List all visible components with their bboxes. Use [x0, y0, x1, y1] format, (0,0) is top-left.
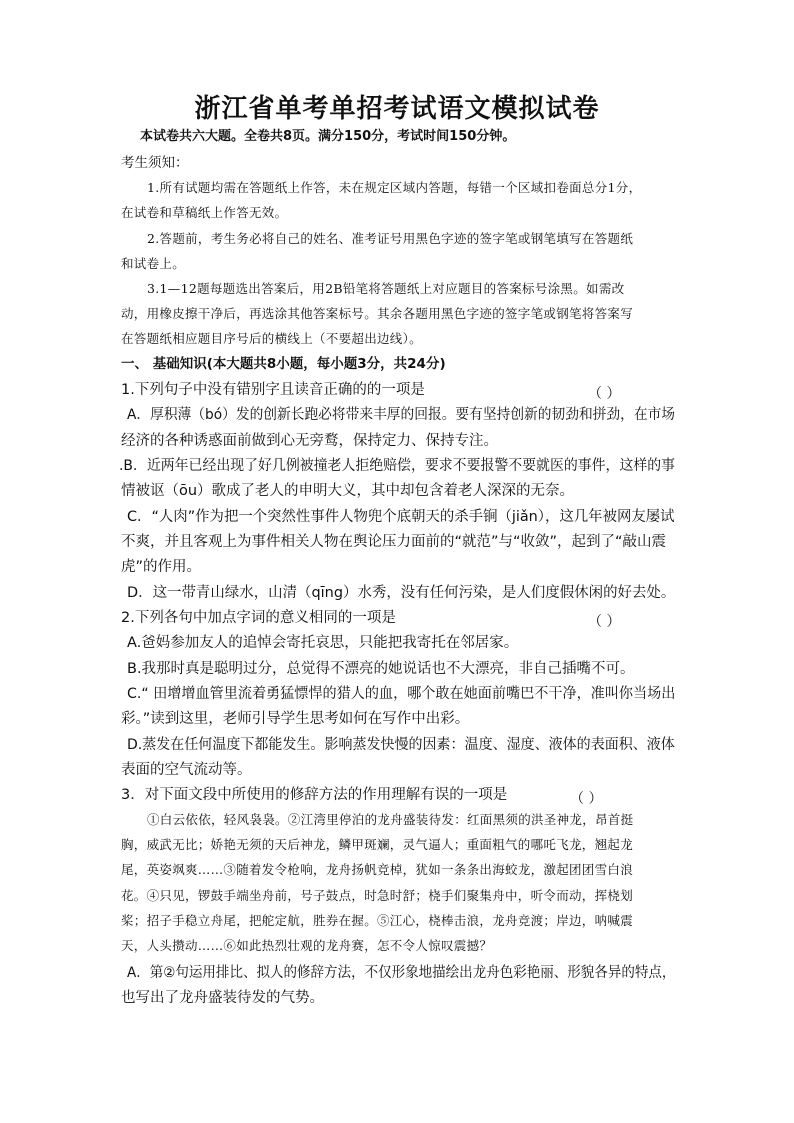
- q2-option-a-line-1: A.爸妈参加友人的追悼会寄托哀思，只能把我寄托在邻居家。: [127, 635, 519, 651]
- q2-option-d-line-1: D.蒸发在任何温度下都能发生。影响蒸发快慢的因素：温度、湿度、液体的表面积、液体: [127, 737, 675, 753]
- q1-option-b-line-2: 情被讴（ōu）歌成了老人的申明大义，其中却包含着老人深深的无奈。: [121, 483, 575, 499]
- q1-option-a-line-1: A．厚积薄（bó）发的创新长跑必将带来丰厚的回报。要有坚持创新的韧劲和拼劲，在市场: [127, 407, 676, 423]
- notice-item-2-line-1: 2.答题前，考生务必将自己的姓名、准考证号用黑色字迹的签字笔或钢笔填写在答题纸: [147, 231, 634, 246]
- exam-title: 浙江省单考单招考试语文模拟试卷: [194, 94, 600, 124]
- q3-option-a-line-2: 也写出了龙舟盛装待发的气势。: [121, 990, 324, 1006]
- q1-option-c-line-2: 不爽，并且客观上为事件相关人物在舆论压力面前的“就范”与“收敛”，起到了“敲山震: [121, 534, 667, 550]
- q1-option-c-line-3: 虎”的作用。: [121, 559, 202, 575]
- q3-stem: 3．对下面文段中所使用的修辞方法的作用理解有误的一项是: [121, 787, 508, 803]
- q1-option-a-line-2: 经济的各种诱惑面前做到心无旁鹜，保持定力、保持专注。: [121, 433, 498, 449]
- q3-passage-line-3: 尾，英姿飒爽……③随着发令枪响，龙舟扬帆竞棹，犹如一条条出海蛟龙，激起团团雪白浪: [121, 862, 634, 877]
- q1-answer-bracket: （ ）: [588, 386, 621, 402]
- q3-passage-line-6: 天，人头攒动……⑥如此热烈壮观的龙舟赛，怎不令人惊叹震撼？: [121, 938, 493, 953]
- notice-item-3-line-3: 在答题纸相应题目序号后的横线上（不要超出边线）。: [121, 331, 422, 346]
- q2-stem: 2.下列各句中加点字词的意义相同的一项是: [121, 610, 396, 626]
- notice-item-1-line-2: 在试卷和草稿纸上作答无效。: [121, 205, 288, 220]
- q3-passage-line-2: 胸，威武无比；娇艳无须的天后神龙，鳞甲斑斓，灵气逼人；重面粗气的哪吒飞龙，翘起龙: [121, 837, 634, 852]
- q2-option-d-line-2: 表面的空气流动等。: [121, 762, 252, 778]
- q3-option-a-line-1: A．第②句运用排比、拟人的修辞方法，不仅形象地描绘出龙舟色彩艳丽、形貌各异的特点，: [127, 965, 676, 981]
- q1-option-d-line-1: D．这一带青山绿水，山清（qīng）水秀，没有任何污染，是人们度假休闲的好去处。: [127, 585, 676, 601]
- q2-answer-bracket: （ ）: [588, 614, 621, 630]
- q2-option-c-line-1: C.“ 田增增血管里流着勇猛慓悍的猎人的血，哪个敢在她面前嘴巴不干净，准叫你当场出: [127, 686, 676, 702]
- exam-subtitle: 本试卷共六大题。全卷共8页。满分150分，考试时间150分钟。: [140, 129, 516, 144]
- notice-item-2-line-2: 和试卷上。: [121, 256, 186, 271]
- q1-option-b-line-1: .B．近两年已经出现了好几例被撞老人拒绝赔偿，要求不要报警不要就医的事件，这样的事: [119, 458, 676, 474]
- notice-item-3-line-1: 3.1—12题每题选出答案后，用2B铅笔将答题纸上对应题目的答案标号涂黑。如需改: [147, 281, 625, 296]
- q1-option-c-line-1: C．“人肉”作为把一个突然性事件人物兜个底朝天的杀手锏（jiǎn），这几年被网友屡试: [127, 509, 675, 525]
- notice-heading: 考生须知：: [121, 155, 189, 171]
- q3-answer-bracket: （ ）: [570, 791, 603, 807]
- q3-passage-line-1: ①白云依依，轻风袅袅。②江湾里停泊的龙舟盛装待发：红面黑须的洪圣神龙，昂首挺: [147, 812, 634, 827]
- section-1-heading: 一、 基础知识(本大题共8小题，每小题3分，共24分): [121, 356, 446, 372]
- notice-item-1-line-1: 1.所有试题均需在答题纸上作答，未在规定区域内答题，每错一个区域扣卷面总分1分，: [147, 180, 642, 195]
- q3-passage-line-4: 花。④只见，锣鼓手端坐舟前，号子鼓点，时急时舒；桡手们聚集舟中，听令而动，挥桡划: [121, 888, 634, 903]
- q2-option-b-line-1: B.我那时真是聪明过分，总觉得不漂亮的她说话也不大漂亮，非自己插嘴不可。: [127, 661, 635, 677]
- q3-passage-line-5: 桨；招子手稳立舟尾，把舵定航，胜券在握。⑤江心，桡棒击浪，龙舟竞渡；岸边，呐喊震: [121, 913, 634, 928]
- q1-stem: 1.下列句子中没有错别字且读音正确的的一项是: [121, 382, 425, 398]
- q2-option-c-line-2: 彩。”读到这里，老师引导学生思考如何在写作中出彩。: [121, 711, 470, 727]
- notice-item-3-line-2: 动，用橡皮擦干净后，再选涂其他答案标号。其余各题用黑色字迹的签字笔或钢笔将答案写: [121, 306, 634, 321]
